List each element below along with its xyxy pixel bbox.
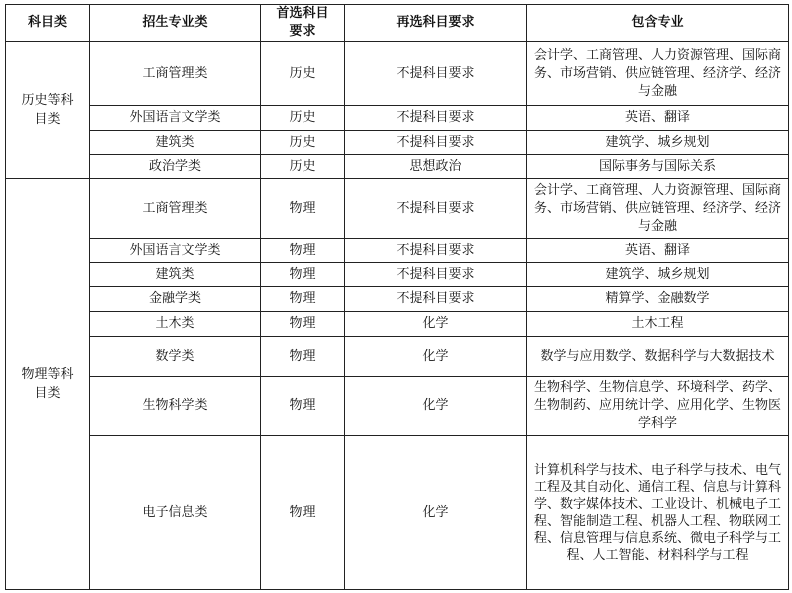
second-subject-cell: 不提科目要求: [345, 287, 527, 312]
included-majors-cell: 生物科学、生物信息学、环境科学、药学、生物制药、应用统计学、应用化学、生物医学科学: [527, 377, 789, 436]
header-second-subject: 再选科目要求: [345, 5, 527, 42]
major-cell: 工商管理类: [90, 42, 261, 106]
second-subject-cell: 不提科目要求: [345, 179, 527, 239]
major-cell: 电子信息类: [90, 436, 261, 590]
major-cell: 工商管理类: [90, 179, 261, 239]
major-cell: 政治学类: [90, 155, 261, 179]
first-subject-cell: 物理: [261, 179, 345, 239]
second-subject-cell: 不提科目要求: [345, 263, 527, 287]
table-row: [6, 239, 789, 263]
included-majors-cell: 会计学、工商管理、人力资源管理、国际商务、市场营销、供应链管理、经济学、经济与金融: [527, 179, 789, 239]
table-row: [6, 42, 789, 106]
major-cell: 土木类: [90, 312, 261, 337]
table-row: [6, 312, 789, 337]
second-subject-cell: 化学: [345, 312, 527, 337]
subject-category-cell: 历史等科目类: [6, 42, 90, 179]
header-included-majors: 包含专业: [527, 5, 789, 42]
second-subject-cell: 不提科目要求: [345, 106, 527, 131]
header-major-category: 招生专业类: [90, 5, 261, 42]
second-subject-cell: 化学: [345, 377, 527, 436]
included-majors-cell: 国际事务与国际关系: [527, 155, 789, 179]
second-subject-cell: 思想政治: [345, 155, 527, 179]
header-subject-category: 科目类: [6, 5, 90, 42]
first-subject-cell: 物理: [261, 312, 345, 337]
first-subject-cell: 物理: [261, 287, 345, 312]
second-subject-cell: 化学: [345, 436, 527, 590]
second-subject-cell: 化学: [345, 337, 527, 377]
major-cell: 建筑类: [90, 131, 261, 155]
included-majors-cell: 建筑学、城乡规划: [527, 131, 789, 155]
second-subject-cell: 不提科目要求: [345, 42, 527, 106]
table-row: [6, 131, 789, 155]
table-row: [6, 263, 789, 287]
major-cell: 外国语言文学类: [90, 106, 261, 131]
first-subject-cell: 物理: [261, 377, 345, 436]
table-row: [6, 287, 789, 312]
table-row: [6, 337, 789, 377]
table-row: [6, 179, 789, 239]
first-subject-cell: 物理: [261, 239, 345, 263]
first-subject-cell: 物理: [261, 263, 345, 287]
major-cell: 数学类: [90, 337, 261, 377]
major-cell: 外国语言文学类: [90, 239, 261, 263]
admission-table: [5, 4, 789, 590]
included-majors-cell: 建筑学、城乡规划: [527, 263, 789, 287]
first-subject-cell: 物理: [261, 337, 345, 377]
major-cell: 金融学类: [90, 287, 261, 312]
included-majors-cell: 英语、翻译: [527, 106, 789, 131]
second-subject-cell: 不提科目要求: [345, 239, 527, 263]
table-row: [6, 436, 789, 590]
table-row: [6, 155, 789, 179]
header-row: [6, 5, 789, 42]
subject-category-cell: 物理等科目类: [6, 179, 90, 590]
included-majors-cell: 英语、翻译: [527, 239, 789, 263]
table-row: [6, 106, 789, 131]
included-majors-cell: 土木工程: [527, 312, 789, 337]
first-subject-cell: 历史: [261, 131, 345, 155]
first-subject-cell: 历史: [261, 106, 345, 131]
first-subject-cell: 历史: [261, 42, 345, 106]
second-subject-cell: 不提科目要求: [345, 131, 527, 155]
major-cell: 建筑类: [90, 263, 261, 287]
included-majors-cell: 精算学、金融数学: [527, 287, 789, 312]
first-subject-cell: 物理: [261, 436, 345, 590]
included-majors-cell: 会计学、工商管理、人力资源管理、国际商务、市场营销、供应链管理、经济学、经济与金融: [527, 42, 789, 106]
included-majors-cell: 计算机科学与技术、电子科学与技术、电气工程及其自动化、通信工程、信息与计算科学、数字媒体技术、工业设计、机械电子工程、智能制造工程、机器人工程、物联网工程、信息管理与信息系统、微电子科学与工程、人工智能、材料科学与工程: [527, 436, 789, 590]
table-row: [6, 377, 789, 436]
included-majors-cell: 数学与应用数学、数据科学与大数据技术: [527, 337, 789, 377]
major-cell: 生物科学类: [90, 377, 261, 436]
header-first-subject: 首选科目要求: [261, 5, 345, 42]
first-subject-cell: 历史: [261, 155, 345, 179]
